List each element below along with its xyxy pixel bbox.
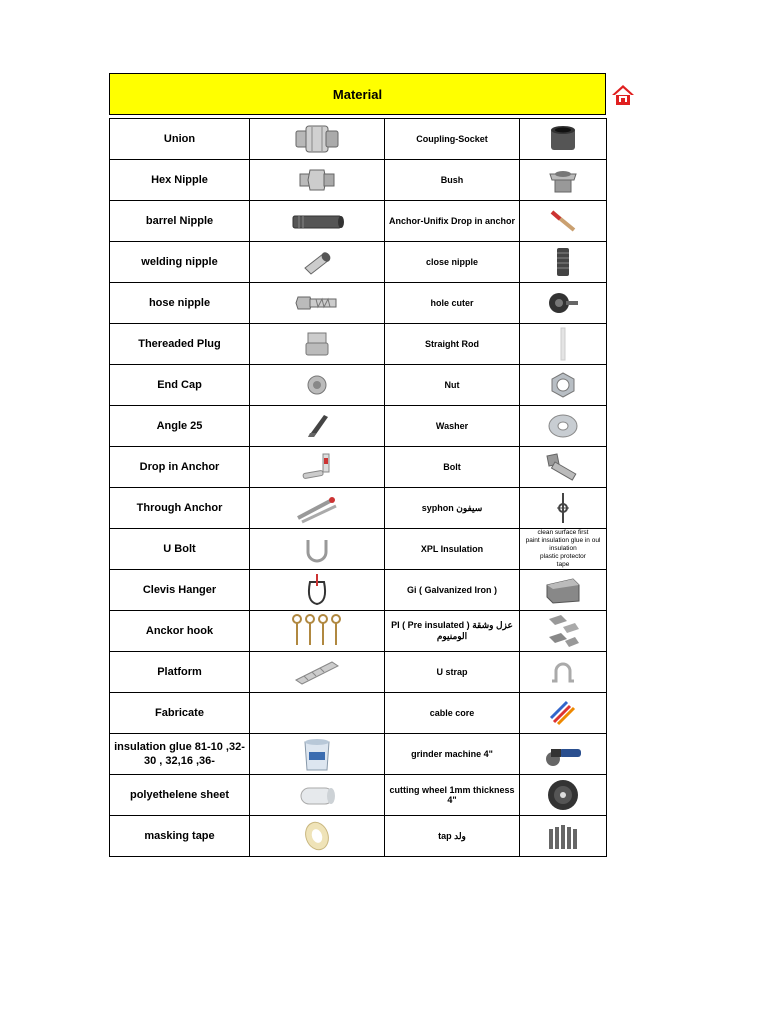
table-row (110, 570, 607, 611)
table-row (110, 324, 607, 365)
table-row (110, 693, 607, 734)
material-name: Straight Rod (385, 324, 520, 365)
bush-icon (520, 160, 607, 201)
material-name: grinder machine 4" (385, 734, 520, 775)
table-row (110, 488, 607, 529)
hole-saw-icon (520, 283, 607, 324)
material-name: Gi ( Galvanized Iron ) (385, 570, 520, 611)
hex-bolt-icon (520, 447, 607, 488)
material-name: U Bolt (110, 529, 250, 570)
material-name: Angle 25 (110, 406, 250, 447)
table-row (110, 734, 607, 775)
material-name: Fabricate (110, 693, 250, 734)
page-title: Material (332, 86, 383, 102)
table-row (110, 652, 607, 693)
material-name: Coupling-Socket (385, 119, 520, 160)
washer-icon (520, 406, 607, 447)
threaded-plug-icon (250, 324, 385, 365)
table-row (110, 775, 607, 816)
table-row (110, 201, 607, 242)
material-name: masking tape (110, 816, 250, 857)
hose-nipple-icon (250, 283, 385, 324)
material-name: Nut (385, 365, 520, 406)
hex-nipple-icon (250, 160, 385, 201)
pi-duct-sections-icon (520, 611, 607, 652)
material-header (109, 73, 606, 115)
cutting-wheel-icon (520, 775, 607, 816)
material-name: close nipple (385, 242, 520, 283)
cable-core-icon (520, 693, 607, 734)
material-name: Union (110, 119, 250, 160)
material-name: welding nipple (110, 242, 250, 283)
material-name: End Cap (110, 365, 250, 406)
material-name: syphon سيفون (385, 488, 520, 529)
material-name: Platform (110, 652, 250, 693)
anchor-hook-icon (250, 611, 385, 652)
table-row (110, 119, 607, 160)
hex-nut-icon (520, 365, 607, 406)
material-name: Washer (385, 406, 520, 447)
table-row (110, 242, 607, 283)
table-row (110, 529, 607, 570)
material-name: Hex Nipple (110, 160, 250, 201)
end-cap-icon (250, 365, 385, 406)
u-bolt-icon (250, 529, 385, 570)
polyethylene-roll-icon (250, 775, 385, 816)
xpl-note: clean surface first paint insulation glue in oul insulation plastic protector tape (520, 529, 607, 570)
drop-in-anchor-icon (520, 201, 607, 242)
table-row (110, 816, 607, 857)
material-name: barrel Nipple (110, 201, 250, 242)
material-name: insulation glue 81-10 ,32- 30 , 32,16 ,36- (110, 734, 250, 775)
material-name: XPL Insulation (385, 529, 520, 570)
material-name: tap ولد (385, 816, 520, 857)
steel-angle-icon (250, 406, 385, 447)
material-name: Bush (385, 160, 520, 201)
material-name: Bolt (385, 447, 520, 488)
close-nipple-icon (520, 242, 607, 283)
straight-rod-icon (520, 324, 607, 365)
syphon-icon (520, 488, 607, 529)
barrel-nipple-icon (250, 201, 385, 242)
material-name: PI ( Pre insulated ) عزل وشقة الومنيوم (385, 611, 520, 652)
material-name: hose nipple (110, 283, 250, 324)
drop-in-anchor-icon (250, 447, 385, 488)
u-strap-icon (520, 652, 607, 693)
material-name: cutting wheel 1mm thickness 4" (385, 775, 520, 816)
material-name: Anckor hook (110, 611, 250, 652)
table-row (110, 611, 607, 652)
material-name: Clevis Hanger (110, 570, 250, 611)
material-name: U strap (385, 652, 520, 693)
platform-icon (250, 652, 385, 693)
coupling-socket-icon (520, 119, 607, 160)
table-row (110, 283, 607, 324)
table-row (110, 365, 607, 406)
home-icon[interactable] (611, 84, 635, 106)
glue-bucket-icon (250, 734, 385, 775)
table-row (110, 447, 607, 488)
taps-set-icon (520, 816, 607, 857)
material-name: hole cuter (385, 283, 520, 324)
masking-tape-icon (250, 816, 385, 857)
material-name: Drop in Anchor (110, 447, 250, 488)
table-row (110, 160, 607, 201)
gi-duct-icon (520, 570, 607, 611)
material-name: Thereaded Plug (110, 324, 250, 365)
angle-grinder-icon (520, 734, 607, 775)
material-name: Through Anchor (110, 488, 250, 529)
material-name: Anchor-Unifix Drop in anchor (385, 201, 520, 242)
clevis-hanger-icon (250, 570, 385, 611)
materials-table (109, 118, 607, 857)
material-name: polyethelene sheet (110, 775, 250, 816)
material-name: cable core (385, 693, 520, 734)
welding-nipple-icon (250, 242, 385, 283)
union-fitting-icon (250, 119, 385, 160)
through-anchor-icon (250, 488, 385, 529)
table-row (110, 406, 607, 447)
